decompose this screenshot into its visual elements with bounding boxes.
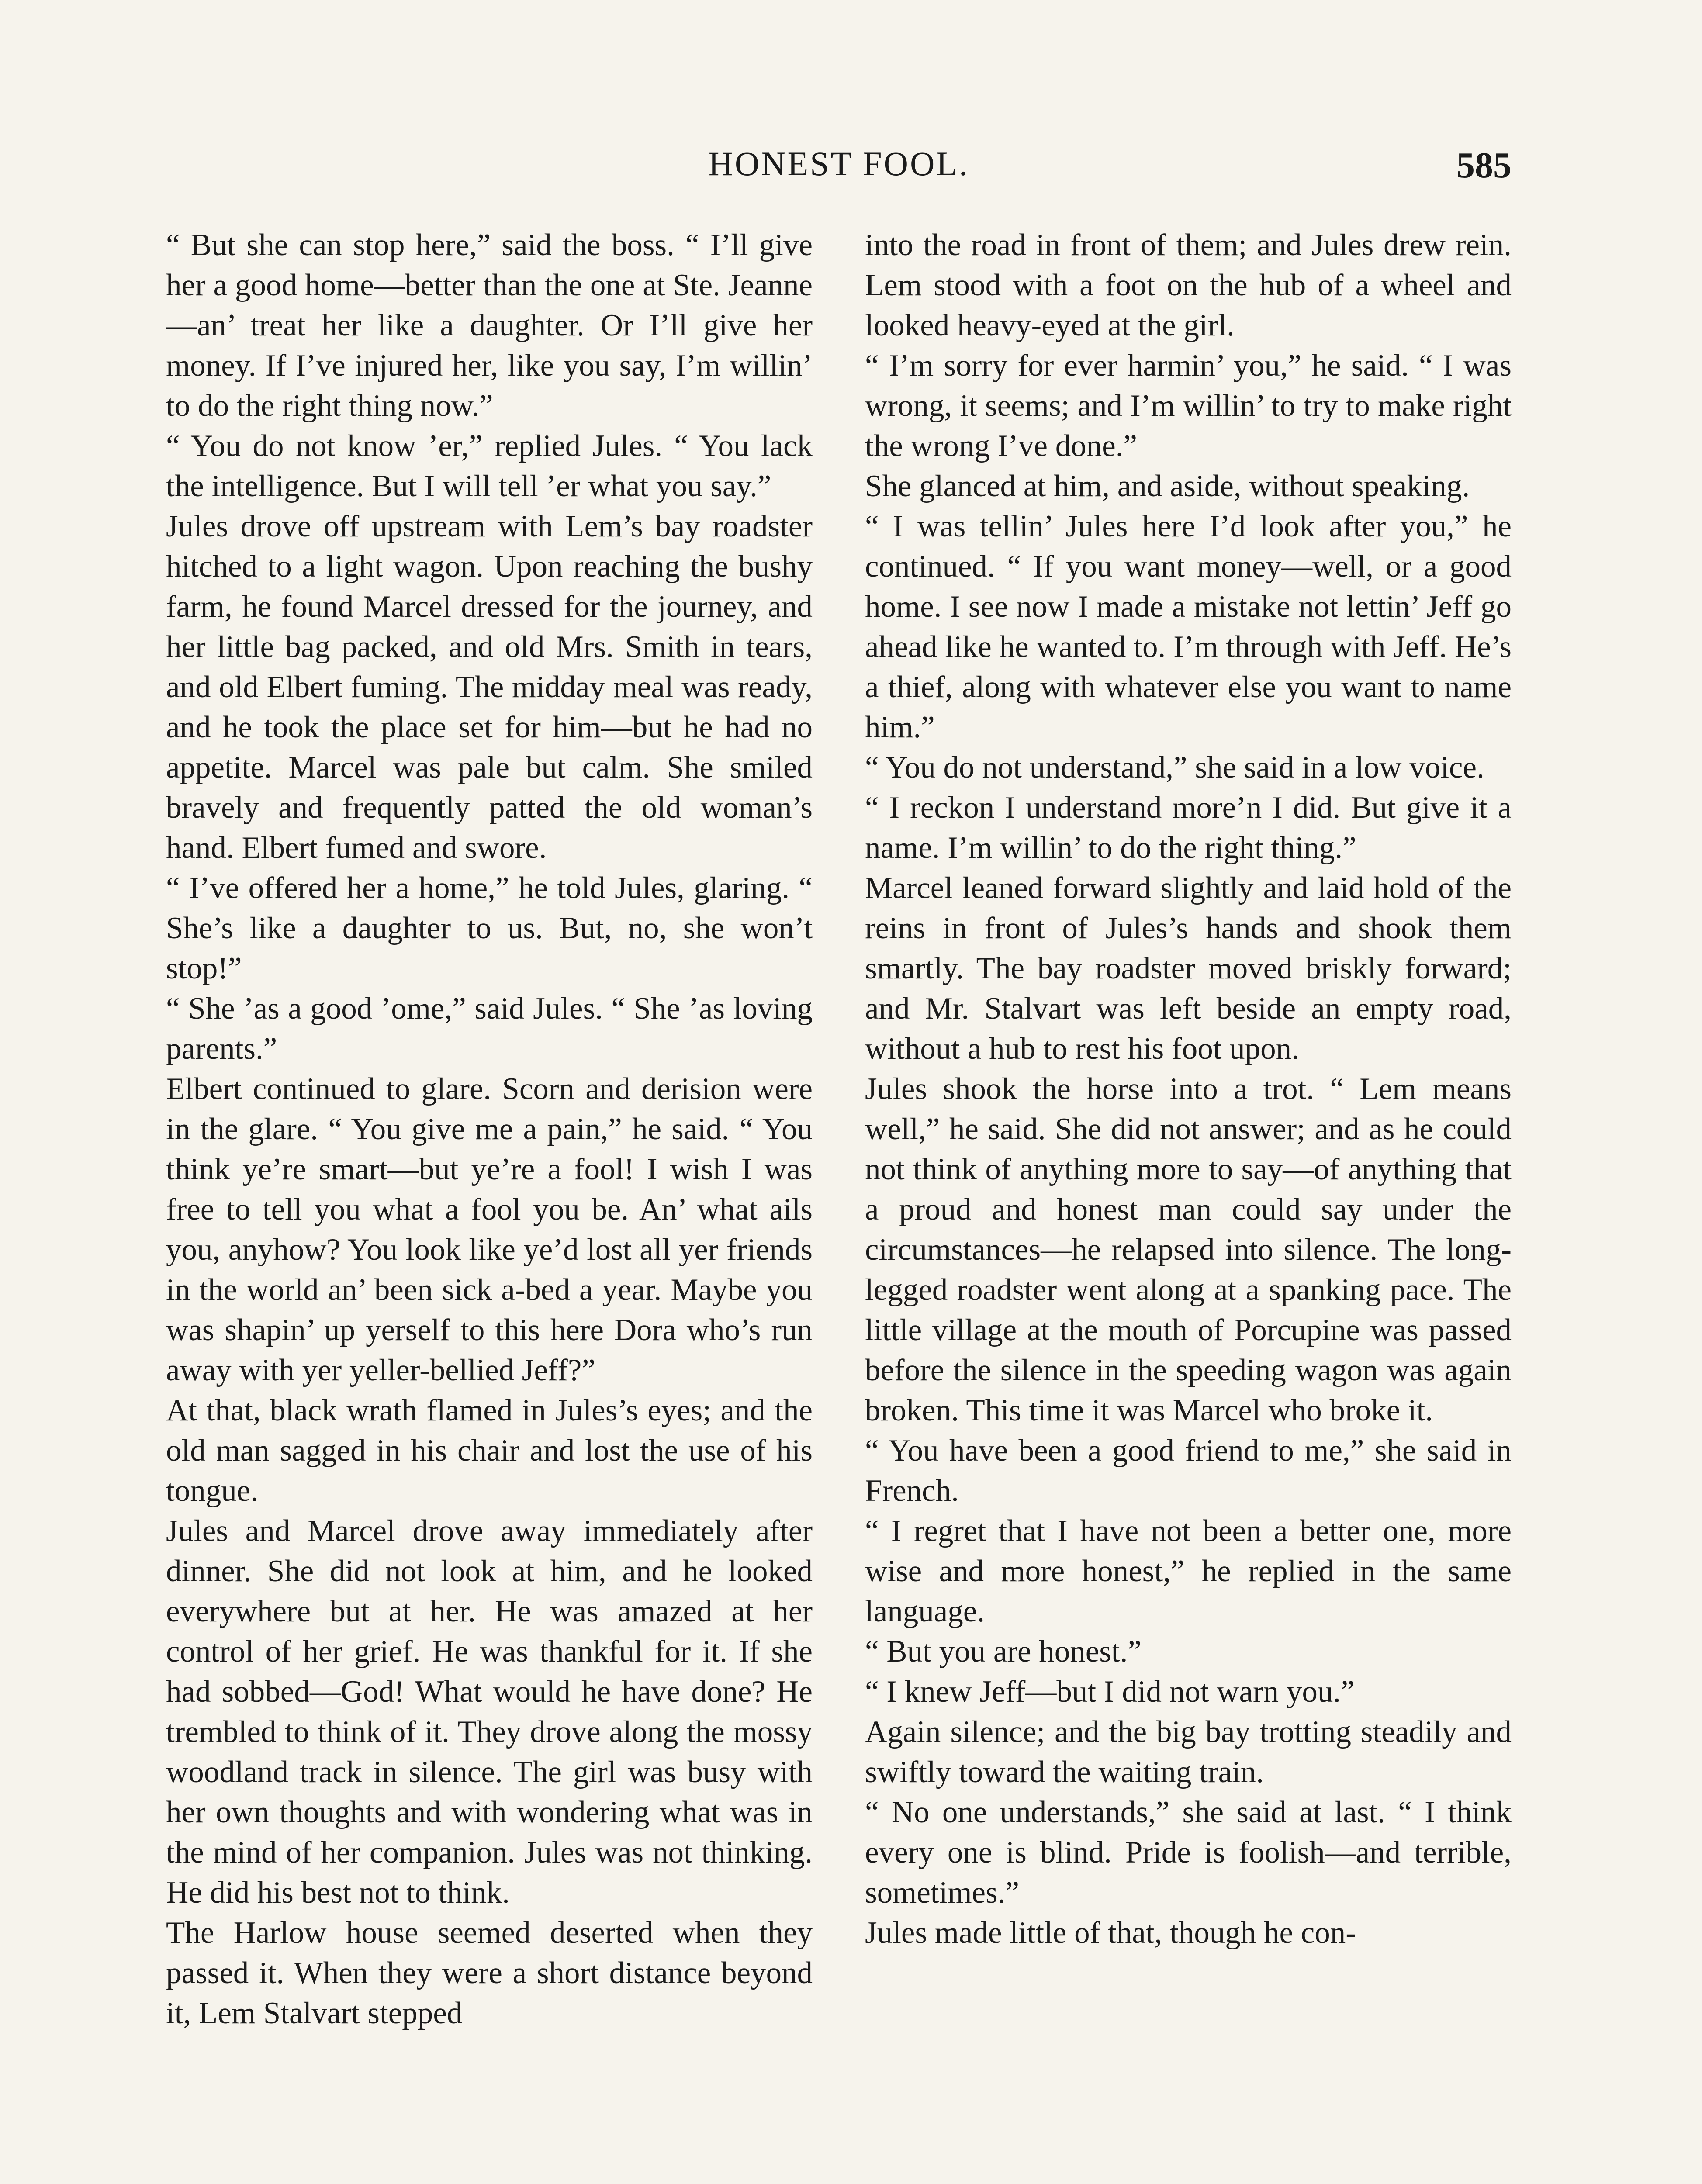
paragraph: At that, black wrath flamed in Jules’s eyes; and the old man sagged in his chair and lost the use of his tongue. (166, 1393, 813, 1508)
paragraph: “ You have been a good friend to me,” she said in French. (865, 1434, 1512, 1508)
page-header (166, 144, 1512, 188)
paragraph: into the road in front of them; and Jules drew rein. Lem stood with a foot on the hub of a wheel and looked heavy-eyed at the girl. (865, 228, 1512, 342)
paragraph: “ I’m sorry for ever harmin’ you,” he said. “ I was wrong, it seems; and I’m willin’ to try to make right the wrong I’ve done.” (865, 349, 1512, 463)
paragraph: Jules shook the horse into a trot. “ Lem means well,” he said. She did not answer; and as he could not think of anything more to say—of anything that a proud and honest man could say under the circumstances—he relapsed into silence. The long-legged roadster went along at a spanking pace. The little village at the mouth of Porcupine was passed before the silence in the speeding wagon was again broken. This time it was Marcel who broke it. (865, 1072, 1512, 1427)
paragraph: “ I was tellin’ Jules here I’d look after you,” he continued. “ If you want money—well, or a good home. I see now I made a mistake not lettin’ Jeff go ahead like he wanted to. I’m through with Jeff. He’s a thief, along with whatever else you want to name him.” (865, 509, 1512, 744)
paragraph: “ You do not understand,” she said in a low voice. (865, 750, 1484, 784)
right-column (865, 225, 1512, 1953)
paragraph: “ You do not know ’er,” replied Jules. “ You lack the intelligence. But I will tell ’er what you say.” (166, 429, 813, 503)
paragraph: “ I knew Jeff—but I did not warn you.” (865, 1675, 1355, 1709)
paragraph: Elbert continued to glare. Scorn and derision were in the glare. “ You give me a pain,” he said. “ You think ye’re smart—but ye’re a fool! I wish I was free to tell you what a fool you be. An’ what ails you, anyhow? You look like ye’d lost all yer friends in the world an’ been sick a-bed a year. Maybe you was shapin’ up yerself to this here Dora who’s run away with yer yeller-bellied Jeff?” (166, 1072, 813, 1387)
paragraph: “ I’ve offered her a home,” he told Jules, glaring. “ She’s like a daughter to us. But, no, she won’t stop!” (166, 871, 813, 985)
paragraph: “ But you are honest.” (865, 1635, 1142, 1669)
running-head: HONEST FOOL. (708, 145, 969, 183)
paragraph: “ She ’as a good ’ome,” said Jules. “ She ’as loving parents.” (166, 992, 813, 1066)
paragraph: “ But she can stop here,” said the boss. “ I’ll give her a good home—better than the one at Ste. Jeanne—an’ treat her like a daughter. Or I’ll give her money. If I’ve injured her, like you say, I’m willin’ to do the right thing now.” (166, 228, 813, 423)
paragraph: Marcel leaned forward slightly and laid hold of the reins in front of Jules’s hands and shook them smartly. The bay roadster moved briskly forward; and Mr. Stalvart was left beside an empty road, without a hub to rest his foot upon. (865, 871, 1512, 1066)
paragraph: She glanced at him, and aside, without speaking. (865, 469, 1470, 503)
left-column (166, 225, 813, 2033)
paragraph: Jules drove off upstream with Lem’s bay roadster hitched to a light wagon. Upon reaching the bushy farm, he found Marcel dressed for the journey, and her little bag packed, and old Mrs. Smith in tears, and old Elbert fuming. The midday meal was ready, and he took the place set for him—but he had no appetite. Marcel was pale but calm. She smiled bravely and frequently patted the old woman’s hand. Elbert fumed and swore. (166, 509, 813, 865)
paragraph: The Harlow house seemed deserted when they passed it. When they were a short distance beyond it, Lem Stalvart stepped (166, 1916, 813, 2030)
paragraph: “ No one understands,” she said at last. “ I think every one is blind. Pride is foolish—and terrible, sometimes.” (865, 1795, 1512, 1910)
paragraph: Again silence; and the big bay trotting steadily and swiftly toward the waiting train. (865, 1715, 1512, 1789)
paragraph: “ I reckon I understand more’n I did. But give it a name. I’m willin’ to do the right thing.” (865, 791, 1512, 865)
paragraph: “ I regret that I have not been a better one, more wise and more honest,” he replied in the same language. (865, 1514, 1512, 1628)
page-number: 585 (1456, 145, 1512, 186)
paragraph: Jules made little of that, though he con- (865, 1916, 1356, 1950)
paragraph: Jules and Marcel drove away immediately after dinner. She did not look at him, and he looked everywhere but at her. He was amazed at her control of her grief. He was thankful for it. If she had sobbed—God! What would he have done? He trembled to think of it. They drove along the mossy woodland track in silence. The girl was busy with her own thoughts and with wondering what was in the mind of her companion. Jules was not thinking. He did his best not to think. (166, 1514, 813, 1910)
